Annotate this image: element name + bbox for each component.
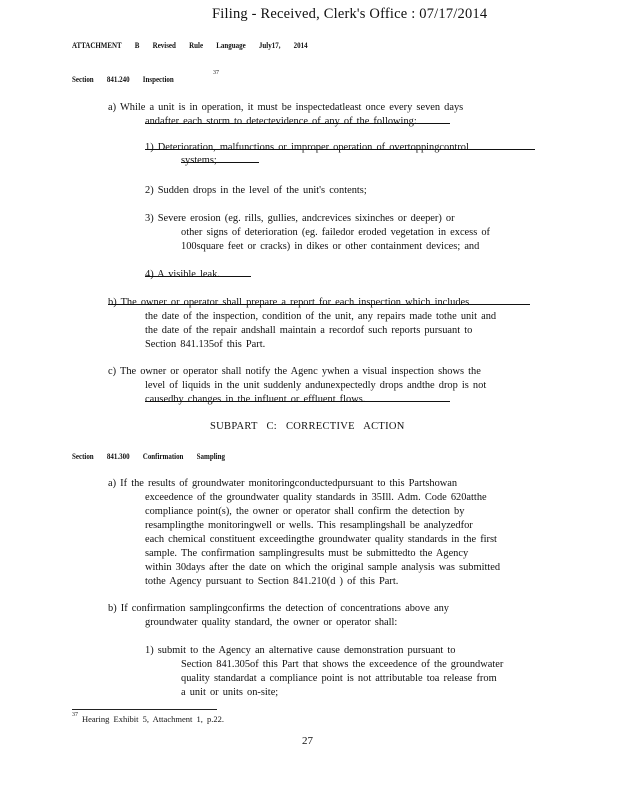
paragraph-b-line-3: the date of the repair andshall maintain a recordof such reports pursuant to (145, 325, 473, 336)
paragraph-c-line-2: level of liquids in the unit suddenly andunexpectedly drops andthe drop is not (145, 380, 487, 391)
line: within 30days after the date on which the original sample analysis was submitted (145, 562, 501, 573)
line: Section 841.305of this Part that shows the exceedence of the groundwater (181, 659, 504, 670)
paragraph-a-line-2: andafter each storm to detectevidence of any of the following: (145, 116, 417, 127)
footnote-separator (72, 709, 217, 710)
item-3-line-3: 100square feet or cracks) in dikes or other containment devices; and (181, 241, 480, 252)
paragraph-b-line-1: b) The owner or operator shall prepare a report for each inspection which includes (108, 297, 470, 308)
paragraph-b-line-2: the date of the inspection, condition of the unit, any repairs made tothe unit and (145, 311, 497, 322)
item-4: 4) A visible leak. (145, 269, 220, 280)
subpart-title: SUBPART C: CORRECTIVE ACTION (210, 421, 405, 432)
strike-line (108, 304, 530, 305)
item-1-line-1: 1) Deterioration, malfunctions or improper operation of overtoppingcontrol (145, 142, 469, 153)
section-heading-841-300: Section 841.300 Confirmation Sampling (72, 451, 225, 461)
line: compliance point(s), the owner or operator shall confirm the detection by (145, 506, 465, 517)
paragraph-c-line-1: c) The owner or operator shall notify the Agenc ywhen a visual inspection shows the (108, 366, 481, 377)
line: groundwater quality standard, the owner or operator shall: (145, 617, 398, 628)
strike-line (145, 401, 450, 402)
paragraph-c-line-3: causedby changes in the influent or effluent flows. (145, 394, 366, 405)
line: resamplingthe monitoringwell or wells. This resamplingshall be analyzedfor (145, 520, 473, 531)
line: a unit or units on-site; (181, 687, 279, 698)
strike-line (145, 276, 251, 277)
line: 1) submit to the Agency an alternative cause demonstration pursuant to (145, 645, 456, 656)
line: b) If confirmation samplingconfirms the detection of concentrations above any (108, 603, 449, 614)
item-2: 2) Sudden drops in the level of the unit's contents; (145, 185, 367, 196)
filing-stamp: Filing - Received, Clerk's Office : 07/17/2014 (212, 6, 488, 22)
strike-line (181, 162, 259, 163)
line: sample. The confirmation samplingresults must be submittedto the Agency (145, 548, 469, 559)
paragraph-a-line-1: a) While a unit is in operation, it must be inspectedatleast once every seven days (108, 102, 464, 113)
attachment-line: ATTACHMENT B Revised Rule Language July17, 2014 (72, 40, 308, 50)
line: tothe Agency pursuant to Section 841.210(d ) of this Part. (145, 576, 399, 587)
footnote-text: Hearing Exhibit 5, Attachment 1, p.22. (82, 714, 224, 724)
line: exceedence of the groundwater quality standards in 35Ill. Adm. Code 620atthe (145, 492, 487, 503)
strike-line (145, 149, 535, 150)
item-1-line-2: systems; (181, 155, 217, 166)
footnote-reference: 37 (213, 70, 219, 76)
line: a) If the results of groundwater monitoringconductedpursuant to this Partshowan (108, 478, 458, 489)
strike-line (145, 123, 450, 124)
item-3-line-2: other signs of deterioration (eg. failedor eroded vegetation in excess of (181, 227, 491, 238)
footnote-number: 37 (72, 712, 78, 718)
line: quality standardat a compliance point is not attributable toa release from (181, 673, 497, 684)
section-heading-841-240: Section 841.240 Inspection (72, 74, 174, 84)
paragraph-b-line-4: Section 841.135of this Part. (145, 339, 266, 350)
line: each chemical constituent exceedingthe groundwater quality standards in the first (145, 534, 497, 545)
item-3-line-1: 3) Severe erosion (eg. rills, gullies, andcrevices sixinches or deeper) or (145, 213, 455, 224)
page-number: 27 (302, 735, 313, 747)
